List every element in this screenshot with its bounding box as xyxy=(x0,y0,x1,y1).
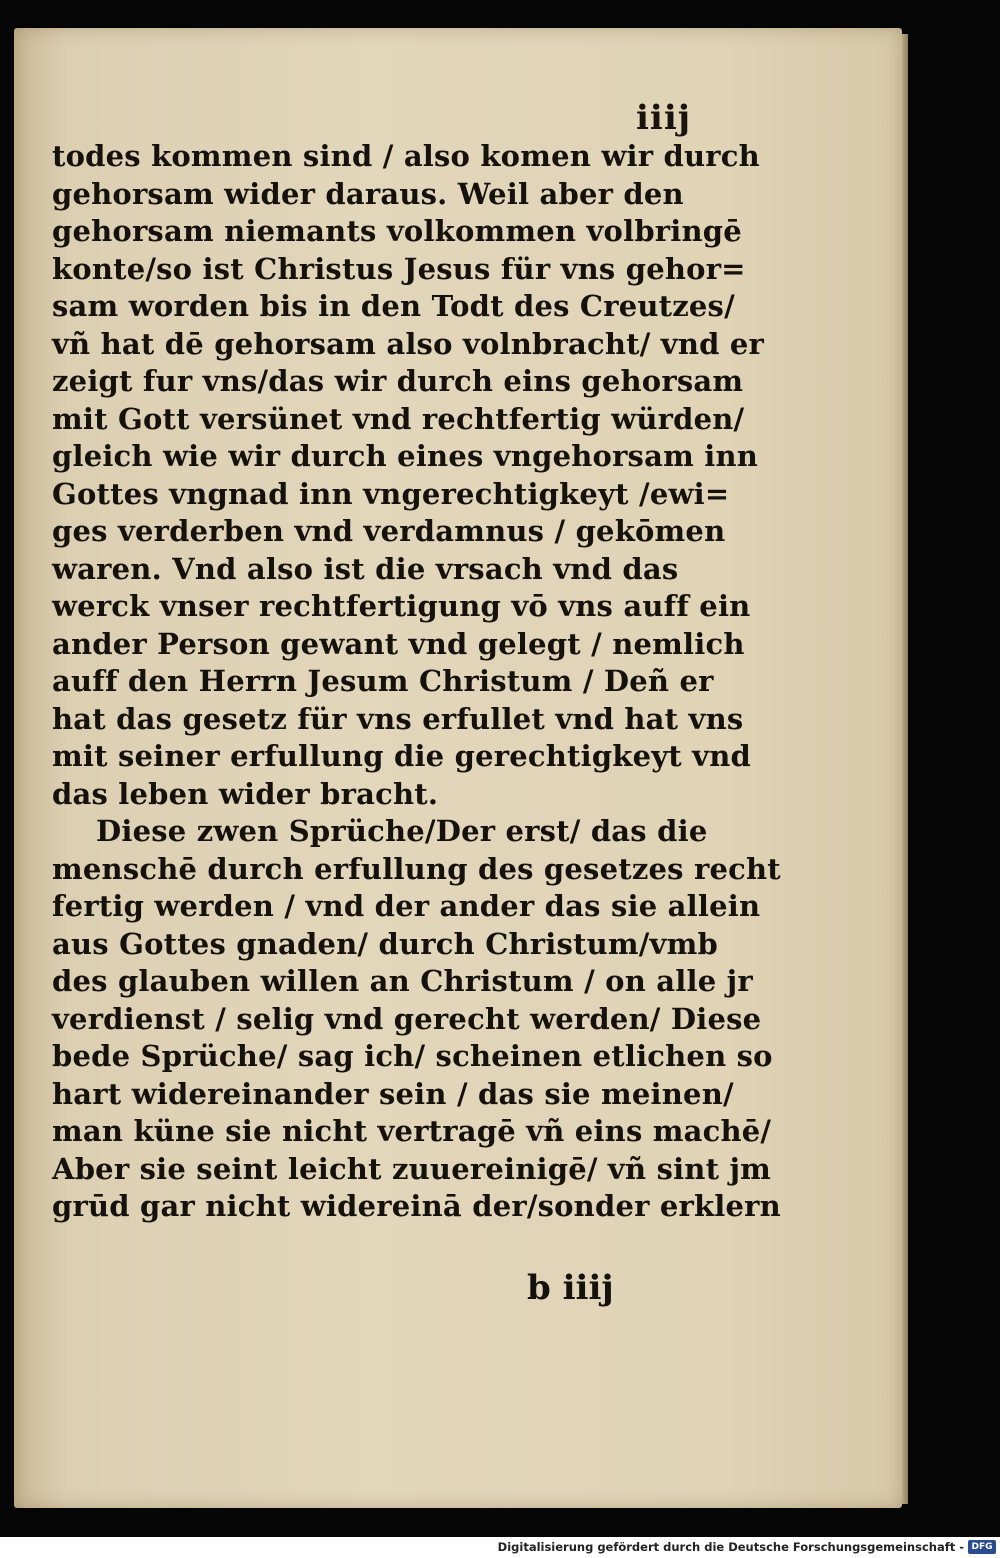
footer-bar xyxy=(0,1537,1000,1558)
page-edge xyxy=(902,34,908,1504)
dfg-logo-icon: DFG xyxy=(968,1540,996,1554)
text-line: vñ hat dē gehorsam also volnbracht/ vnd er xyxy=(52,326,765,361)
text-line: menschē durch erfullung des gesetzes recht xyxy=(52,851,781,886)
text-line: sam worden bis in den Todt des Creutzes/ xyxy=(52,289,735,323)
text-line: Aber sie seint leicht zuuereinigē/ vñ sint jm xyxy=(52,1151,772,1186)
text-line: gleich wie wir durch eines vngehorsam inn xyxy=(52,439,759,473)
text-line: werck vnser rechtfertigung vō vns auff ein xyxy=(52,589,751,623)
text-line: gehorsam wider daraus. Weil aber den xyxy=(52,176,684,211)
text-line: konte/so ist Christus Jesus für vns gehor= xyxy=(52,251,746,286)
text-line: todes kommen sind / also komen wir durch xyxy=(52,139,760,173)
text-line: das leben wider bracht. xyxy=(52,776,439,811)
text-line: verdienst / selig vnd gerecht werden/ Diese xyxy=(52,1001,762,1036)
text-line: zeigt fur vns/das wir durch eins gehorsam xyxy=(52,364,744,398)
text-line: Gottes vngnad inn vngerechtigkeyt /ewi= xyxy=(52,476,730,511)
text-block xyxy=(52,138,781,1226)
text-line: hat das gesetz für vns erfullet vnd hat vns xyxy=(52,701,744,736)
text-line: des glauben willen an Christum / on alle jr xyxy=(52,964,753,998)
text-line: mit Gott versünet vnd rechtfertig würden/ xyxy=(52,401,745,436)
text-line: ges verderben vnd verdamnus / gekōmen xyxy=(52,514,726,548)
text-line: grūd gar nicht widereinā der/sonder erklern xyxy=(52,1189,781,1223)
text-line: auff den Herrn Jesum Christum / Deñ er xyxy=(52,664,714,698)
text-line: aus Gottes gnaden/ durch Christum/vmb xyxy=(52,926,718,961)
text-line: man küne sie nicht vertragē vñ eins machē/ xyxy=(52,1114,772,1148)
folio-number: iiij xyxy=(636,98,692,138)
text-line: fertig werden / vnd der ander das sie allein xyxy=(52,889,761,923)
signature-mark: b iiij xyxy=(527,1268,614,1308)
text-line: ander Person gewant vnd gelegt / nemlich xyxy=(52,626,745,661)
text-line: hart widereinander sein / das sie meinen/ xyxy=(52,1076,734,1111)
paragraph-start-line: Diese zwen Sprüche/Der erst/ das die xyxy=(96,814,708,848)
text-line: bede Sprüche/ sag ich/ scheinen etlichen so xyxy=(52,1039,773,1073)
funding-note: Digitalisierung gefördert durch die Deutsche Forschungsgemeinschaft - xyxy=(497,1540,964,1554)
text-line: mit seiner erfullung die gerechtigkeyt vnd xyxy=(52,739,751,773)
text-line: waren. Vnd also ist die vrsach vnd das xyxy=(52,551,679,586)
text-line: gehorsam niemants volkommen volbringē xyxy=(52,214,742,248)
